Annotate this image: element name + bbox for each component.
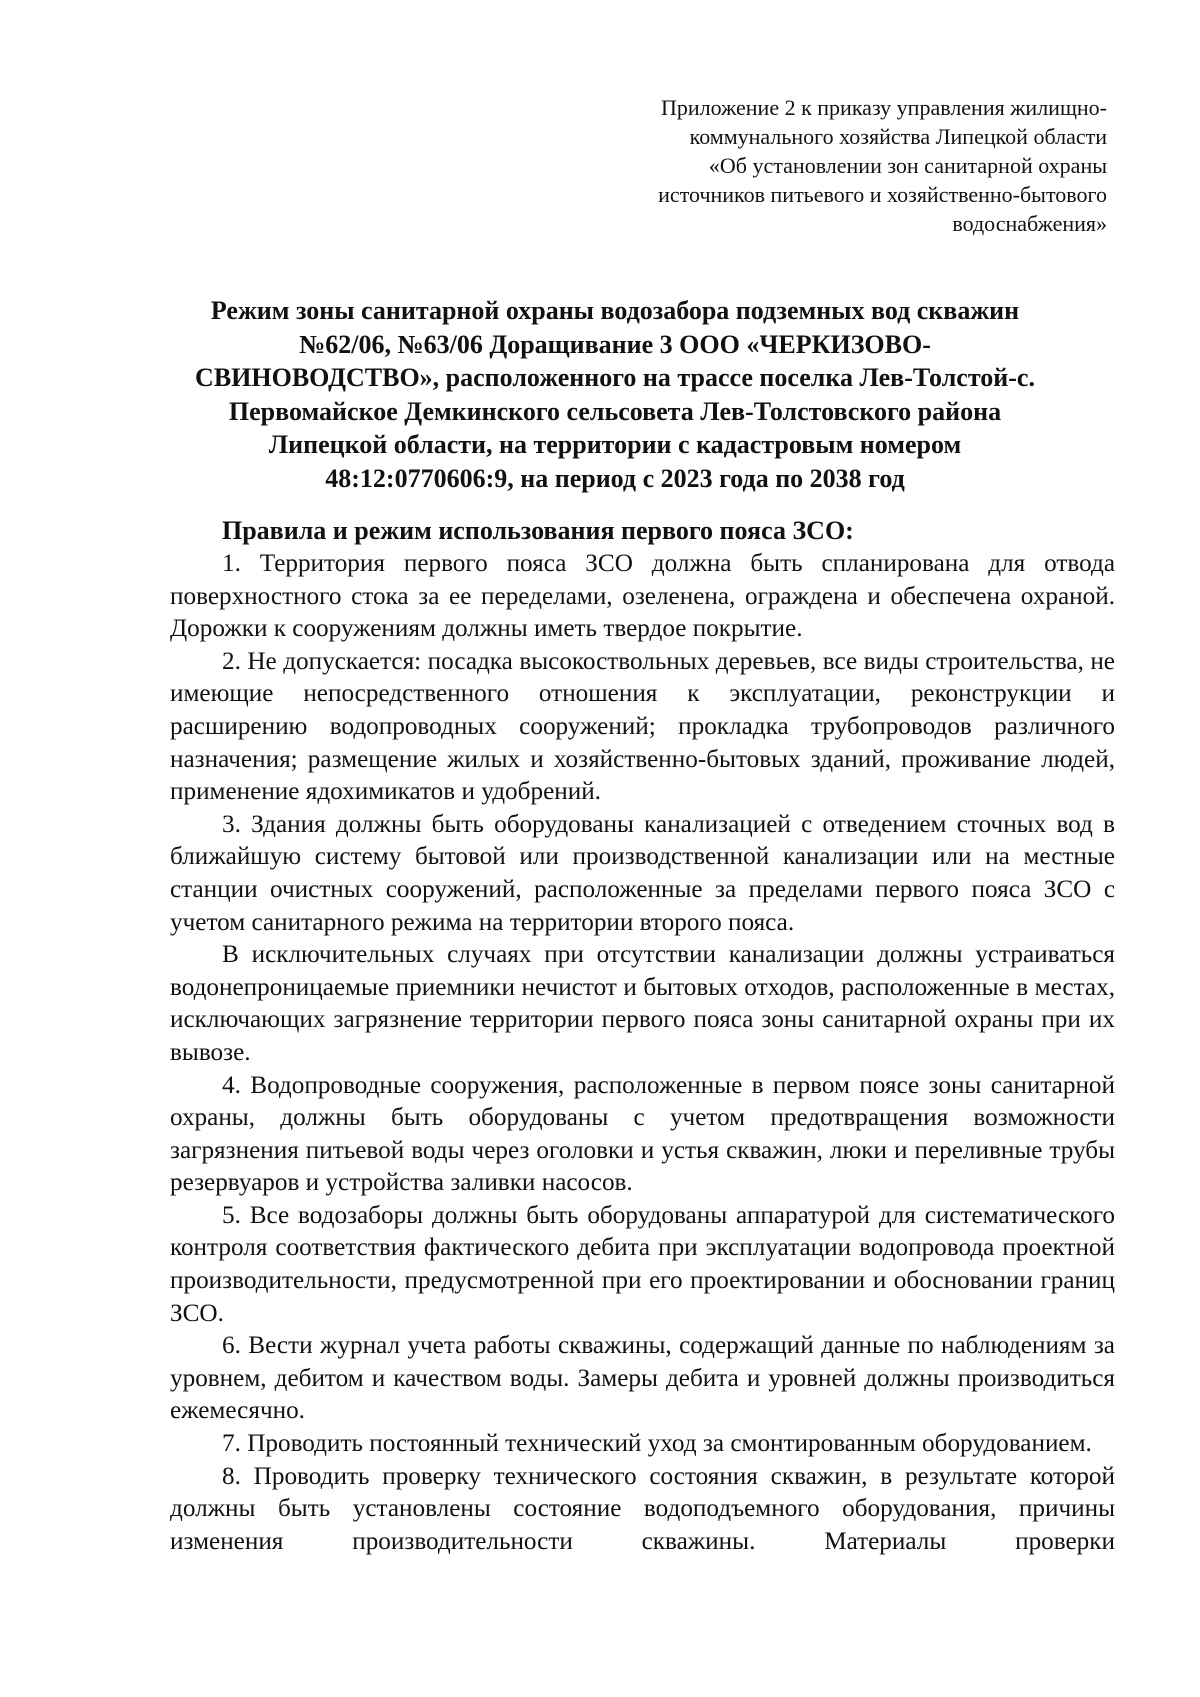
paragraph-2: 2. Не допускается: посадка высокоствольных деревьев, все виды строительства, не имеющие непосредственного отношения к эксплуатации, реконструкции и расширению водопроводных сооружений; прокладка трубопроводов различного назначения; размещение жилых и хозяйственно-бытовых зданий, проживание людей, применение ядохимикатов и удобрений. bbox=[170, 647, 1115, 806]
section-heading: Правила и режим использования первого пояса ЗСО: bbox=[222, 516, 854, 545]
title-line: Первомайское Демкинского сельсовета Лев-Толстовского района bbox=[228, 396, 1002, 426]
document-body bbox=[170, 548, 1115, 1558]
title-line: 48:12:0770606:9, на период с 2023 года по 2038 год bbox=[325, 463, 905, 493]
paragraph-4: 4. Водопроводные сооружения, расположенные в первом поясе зоны санитарной охраны, должны быть оборудованы с учетом предотвращения возможности загрязнения питьевой воды через оголовки и устья скважин, люки и переливные трубы резервуаров и устройства заливки насосов. bbox=[170, 1071, 1115, 1197]
paragraph-7: 7. Проводить постоянный технический уход за смонтированным оборудованием. bbox=[222, 1430, 1092, 1458]
appendix-line: коммунального хозяйства Липецкой области bbox=[689, 124, 1107, 149]
paragraph-5: 5. Все водозаборы должны быть оборудованы аппаратурой для систематического контроля соответствия фактического дебита при эксплуатации водопровода проектной производительности, предусмотренной при его проектировании и обосновании границ ЗСО. bbox=[170, 1201, 1115, 1327]
title-line: Режим зоны санитарной охраны водозабора подземных вод скважин bbox=[210, 296, 1020, 325]
appendix-line: Приложение 2 к приказу управления жилищно- bbox=[661, 95, 1107, 120]
appendix-line: водоснабжения» bbox=[952, 211, 1107, 236]
title-line: №62/06, №63/06 Доращивание 3 ООО «ЧЕРКИЗОВО- bbox=[299, 329, 931, 359]
paragraph-1: 1. Территория первого пояса ЗСО должна быть спланирована для отвода поверхностного стока за ее переделами, озеленена, ограждена и обеспечена охраной. Дорожки к сооружениям должны иметь твердое покрытие. bbox=[170, 550, 1115, 643]
document-title bbox=[160, 294, 1070, 495]
title-line: СВИНОВОДСТВО», расположенного на трассе поселка Лев-Толстой-с. bbox=[195, 363, 1035, 392]
paragraph-3: 3. Здания должны быть оборудованы канализацией с отведением сточных вод в ближайшую систему бытовой или производственной канализации или на местные станции очистных сооружений, расположенные за пределами первого пояса ЗСО с учетом санитарного режима на территории второго пояса. bbox=[170, 810, 1115, 936]
appendix-line: «Об установлении зон санитарной охраны bbox=[708, 153, 1107, 178]
paragraph-8: 8. Проводить проверку технического состояния скважин, в результате которой должны быть установлены состояние водоподъемного оборудования, причины изменения производительности скважины. Материалы проверки bbox=[170, 1462, 1115, 1555]
appendix-line: источников питьевого и хозяйственно-бытового bbox=[658, 182, 1107, 207]
paragraph-6: 6. Вести журнал учета работы скважины, содержащий данные по наблюдениям за уровнем, дебитом и качеством воды. Замеры дебита и уровней должны производиться ежемесячно. bbox=[170, 1332, 1115, 1425]
title-line: Липецкой области, на территории с кадастровым номером bbox=[268, 430, 962, 459]
appendix-reference bbox=[547, 93, 1107, 238]
paragraph-3-exception: В исключительных случаях при отсутствии канализации должны устраиваться водонепроницаемые приемники нечистот и бытовых отходов, расположенные в местах, исключающих загрязнение территории первого пояса зоны санитарной охраны при их вывозе. bbox=[170, 941, 1115, 1066]
